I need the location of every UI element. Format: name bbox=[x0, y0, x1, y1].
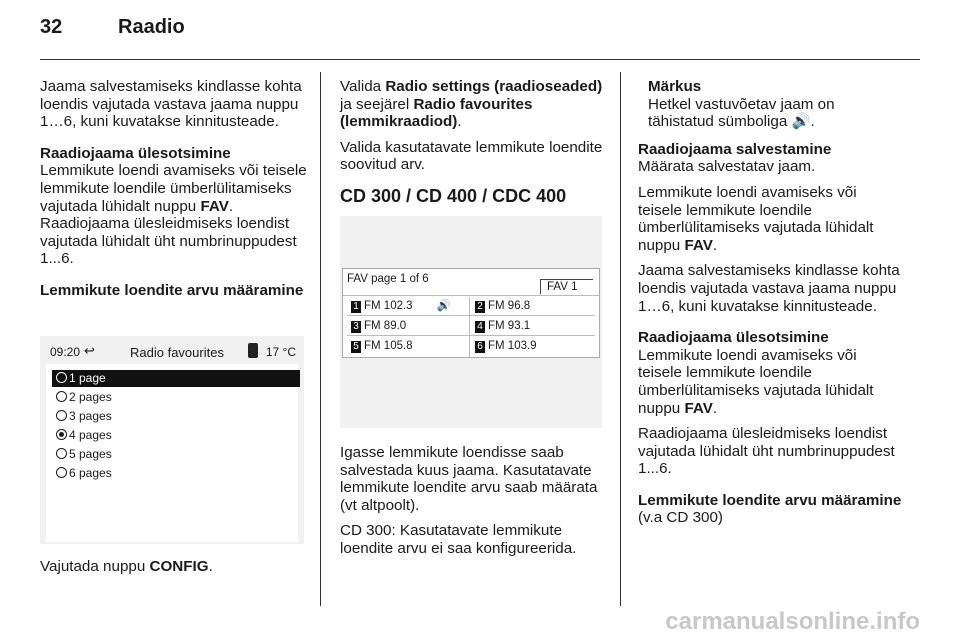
section-heading: Raadiojaama ülesotsimine bbox=[638, 329, 829, 347]
speaker-icon: 🔊 bbox=[436, 300, 451, 312]
paragraph: Jaama salvestamiseks kindlasse kohta loendis vajutada vastava jaama nuppu 1…6, kuni kuvatakse kinnitusteade. bbox=[40, 78, 302, 131]
station-1: 1 FM 102.3 🔊 bbox=[351, 299, 451, 313]
fav-list bbox=[342, 268, 600, 358]
column-divider-1 bbox=[320, 72, 321, 606]
column-divider-2 bbox=[620, 72, 621, 606]
option-5-pages: 5 pages bbox=[52, 446, 300, 463]
radio-icon bbox=[56, 467, 67, 478]
section-heading: Lemmikute loendite arvu määramine bbox=[40, 281, 304, 299]
menu-item-radio-favourites: Radio favourites (lemmikraadiod) bbox=[340, 95, 533, 131]
station-6: 6 FM 103.9 bbox=[475, 339, 537, 353]
radio-icon bbox=[56, 410, 67, 421]
column-1-bottom: Vajutada nuppu CONFIG. bbox=[40, 558, 213, 575]
divider bbox=[347, 315, 595, 316]
page-header bbox=[40, 16, 185, 39]
page-title: Raadio bbox=[118, 16, 185, 38]
column-2: Valida Radio settings (raadioseaded) ja seejärel Radio favourites (lemmikraadiod). Valida kasutatavate lemmikute loendite soovitud arv. CD 300 / CD 400 / CDC 400 bbox=[340, 78, 608, 220]
column-3: Märkus Hetkel vastuvõetav jaam on tähistatud sümboliga 🔊. Raadiojaama salvestamine Määrata salvestatav jaam. Lemmikute loendi avamiseks või teisele lemmikute loendile ümberlülitamiseks vajutada lühidalt nuppu FAV. Jaama salvestamiseks kindlasse kohta loendis vajutada vastava jaama nuppu 1…6, kuni kuvatakse kinnitusteade. Raadiojaama ülesotsimine Lemmikute loendi avamiseks või teisele lemmikute loendile ümberlülitamiseks vajutada lühidalt nuppu FAV. Raadiojaama ülesleidmiseks loendist vajutada lühidalt üht numbrinuppudest 1...6. Lemmikute loendite arvu määramine (v.a CD 300) bbox=[638, 78, 904, 535]
option-3-pages: 3 pages bbox=[52, 408, 300, 425]
paragraph: CD 300: Kasutatavate lemmikute loendite arvu ei saa konfigureerida. bbox=[340, 522, 577, 557]
radio-checked-icon bbox=[56, 429, 67, 440]
speaker-icon: 🔊 bbox=[791, 113, 811, 131]
page-number: 32 bbox=[40, 16, 63, 38]
fav-key: FAV bbox=[200, 197, 229, 215]
note-text: Hetkel vastuvõetav jaam on tähistatud sümboliga bbox=[648, 95, 835, 131]
screen-title: Radio favourites bbox=[130, 345, 224, 360]
section-heading-cd: CD 300 / CD 400 / CDC 400 bbox=[340, 185, 567, 206]
paragraph-text: Vajutada nuppu bbox=[40, 558, 150, 575]
column-1 bbox=[40, 78, 310, 308]
option-2-pages: 2 pages bbox=[52, 389, 300, 406]
note-title: Märkus bbox=[648, 78, 702, 95]
section-heading: Lemmikute loendite arvu määramine bbox=[638, 491, 902, 509]
fav-key: FAV bbox=[684, 236, 713, 254]
radio-favourites-screen bbox=[40, 336, 304, 544]
paragraph: Valida kasutatavate lemmikute loendite soovitud arv. bbox=[340, 138, 603, 174]
divider bbox=[343, 295, 599, 296]
paragraph-text: . Raadiojaama ülesleidmiseks loendist vajutada lühidalt üht numbrinuppudest 1...6. bbox=[40, 197, 297, 268]
fav-page-title: FAV page 1 of 6 bbox=[347, 273, 429, 285]
option-1-page: 1 page bbox=[52, 370, 300, 387]
section-heading: Raadiojaama ülesotsimine bbox=[40, 144, 231, 162]
thermometer-icon bbox=[248, 343, 258, 358]
column-2-bottom bbox=[340, 444, 608, 566]
station-5: 5 FM 105.8 bbox=[351, 339, 413, 353]
radio-icon bbox=[56, 372, 67, 383]
config-key: CONFIG bbox=[149, 558, 209, 575]
fav-page-screen bbox=[340, 216, 602, 428]
menu-item-radio-settings: Radio settings (raadioseaded) bbox=[385, 78, 603, 95]
watermark: carmanualsonline.info bbox=[665, 608, 920, 635]
paragraph: Raadiojaama ülesleidmiseks loendist vajutada lühidalt üht numbrinuppudest 1...6. bbox=[638, 425, 895, 478]
paragraph: Igasse lemmikute loendisse saab salvestada kuus jaama. Kasutatavate lemmikute loendite arvu saab määrata (vt altpoolt). bbox=[340, 444, 598, 514]
section-heading: Raadiojaama salvestamine bbox=[638, 140, 832, 158]
clock: 09:20 bbox=[50, 345, 81, 359]
header-rule bbox=[40, 59, 920, 60]
station-4: 4 FM 93.1 bbox=[475, 319, 530, 333]
screen-status-bar bbox=[46, 342, 298, 362]
radio-icon bbox=[56, 391, 67, 402]
divider bbox=[469, 297, 470, 357]
options-list bbox=[46, 364, 298, 542]
station-3: 3 FM 89.0 bbox=[351, 319, 406, 333]
divider bbox=[347, 335, 595, 336]
back-icon: ↩ bbox=[84, 343, 95, 358]
station-2: 2 FM 96.8 bbox=[475, 299, 530, 313]
fav-key: FAV bbox=[684, 399, 713, 417]
option-4-pages: 4 pages bbox=[52, 427, 300, 444]
paragraph-text: Lemmikute loendi avamiseks või teisele lemmikute loendile ümberlülitamiseks vajutada lühidalt nuppu bbox=[40, 162, 307, 215]
radio-icon bbox=[56, 448, 67, 459]
paragraph: Jaama salvestamiseks kindlasse kohta loendis vajutada vastava jaama nuppu 1…6, kuni kuvatakse kinnitusteade. bbox=[638, 262, 900, 315]
temperature: 17 °C bbox=[265, 345, 296, 359]
option-6-pages: 6 pages bbox=[52, 465, 300, 482]
note-box: Märkus Hetkel vastuvõetav jaam on tähistatud sümboliga 🔊. bbox=[638, 78, 904, 131]
fav-tab: FAV 1 bbox=[540, 279, 593, 294]
